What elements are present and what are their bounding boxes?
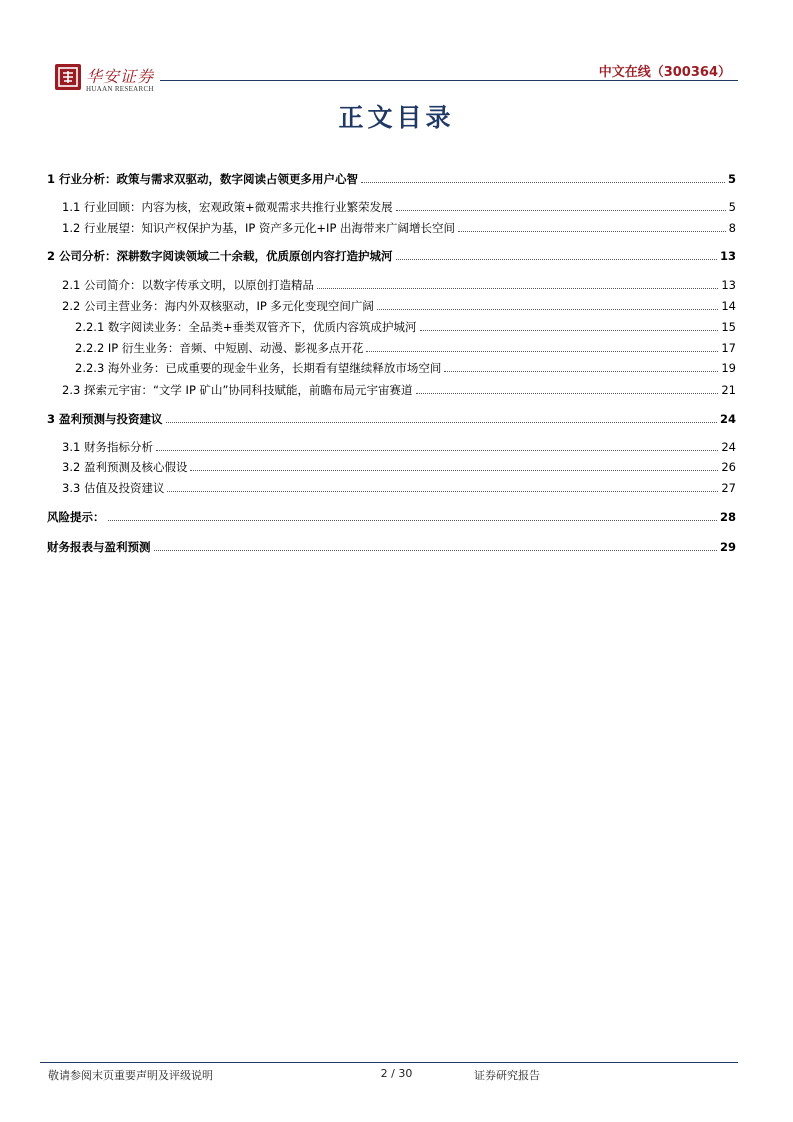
toc-dot-leader [396,259,717,260]
toc-entry[interactable] [62,438,736,454]
toc-entry-page: 24 [719,412,736,426]
toc-entry-page: 29 [719,540,736,554]
toc-entry[interactable] [62,381,736,397]
toc-dot-leader [444,371,718,372]
toc-entry-title: 3.3 估值及投资建议 [62,481,165,495]
company-ticker: 中文在线（300364） [598,65,731,80]
toc-entry[interactable] [47,410,736,426]
toc-entry-title: 2.2 公司主营业务：海内外双核驱动，IP 多元化变现空间广阔 [62,299,374,313]
header-divider [160,80,738,81]
toc-entry[interactable] [75,359,736,375]
toc-dot-leader [166,422,717,423]
toc-entry-title: 2.3 探索元宇宙：“文学 IP 矿山”协同科技赋能，前瞻布局元宇宙赛道 [62,383,413,397]
toc-entry-title: 3.2 盈利预测及核心假设 [62,460,188,474]
toc-dot-leader [396,210,726,211]
toc-dot-leader [366,351,718,352]
toc-entry-title: 1.1 行业回顾：内容为核，宏观政策+微观需求共推行业繁荣发展 [62,200,393,214]
toc-entry-title: 风险提示： [47,510,105,524]
toc-entry[interactable] [62,297,736,313]
toc-entry[interactable] [62,276,736,292]
toc-entry-page: 15 [721,320,736,334]
toc-dot-leader [420,330,719,331]
brand-name-cn: 华安证券 [86,67,155,86]
toc-entry[interactable] [75,318,736,334]
toc-entry-page: 27 [721,481,736,495]
toc-entry-page: 28 [719,510,736,524]
toc-dot-leader [108,520,717,521]
toc-dot-leader [190,470,718,471]
toc-dot-leader [458,231,726,232]
toc-entry-page: 13 [719,249,736,263]
toc-entry[interactable] [47,247,736,263]
toc-entry[interactable] [75,339,736,355]
toc-dot-leader [361,182,725,183]
toc-entry-title: 2.1 公司简介：以数字传承文明，以原创打造精品 [62,278,314,292]
toc-entry-title: 1.2 行业展望：知识产权保护为基，IP 资产多元化+IP 出海带来广阔增长空间 [62,221,456,235]
page-title: 正文目录 [338,103,455,132]
toc-dot-leader [167,491,718,492]
toc-entry[interactable] [62,198,736,214]
toc-entry-page: 19 [721,361,736,375]
toc-dot-leader [317,288,718,289]
toc-entry-page: 21 [721,383,736,397]
footer-disclaimer: 敬请参阅末页重要声明及评级说明 [48,1069,213,1082]
toc-entry-title: 2.2.3 海外业务：已成重要的现金牛业务，长期看有望继续释放市场空间 [75,361,442,375]
footer-divider [40,1062,738,1063]
toc-entry-page: 24 [721,440,736,454]
toc-entry[interactable] [62,479,736,495]
toc-entry-page: 5 [727,172,736,186]
toc-dot-leader [416,393,719,394]
brand-name-en: HUAAN RESEARCH [86,85,154,93]
toc-entry-page: 26 [721,460,736,474]
toc-entry-title: 财务报表与盈利预测 [47,540,151,554]
footer-report-type: 证券研究报告 [474,1069,540,1082]
page-number: 2 / 30 [380,1067,413,1080]
toc-entry-title: 2 公司分析：深耕数字阅读领域二十余载，优质原创内容打造护城河 [47,249,393,263]
toc-dot-leader [156,450,718,451]
page-header [0,0,793,100]
huaan-logo-icon [55,64,81,90]
toc-dot-leader [377,309,718,310]
toc-entry[interactable] [47,170,736,186]
toc-entry-title: 2.2.1 数字阅读业务：全品类+垂类双管齐下，优质内容筑成护城河 [75,320,417,334]
toc-entry-page: 17 [721,341,736,355]
toc-entry-title: 3.1 财务指标分析 [62,440,153,454]
toc-entry-page: 13 [721,278,736,292]
toc-entry-title: 1 行业分析：政策与需求双驱动，数字阅读占领更多用户心智 [47,172,359,186]
toc-entry-page: 8 [728,221,736,235]
toc-entry[interactable] [62,219,736,235]
toc-entry[interactable] [47,538,736,554]
toc-entry-title: 3 盈利预测与投资建议 [47,412,163,426]
toc-entry-title: 2.2.2 IP 衍生业务：音频、中短剧、动漫、影视多点开花 [75,341,364,355]
toc-entry-page: 14 [721,299,736,313]
toc-dot-leader [154,550,717,551]
toc-entry-page: 5 [728,200,736,214]
toc-entry[interactable] [47,508,736,524]
toc-entry[interactable] [62,458,736,474]
